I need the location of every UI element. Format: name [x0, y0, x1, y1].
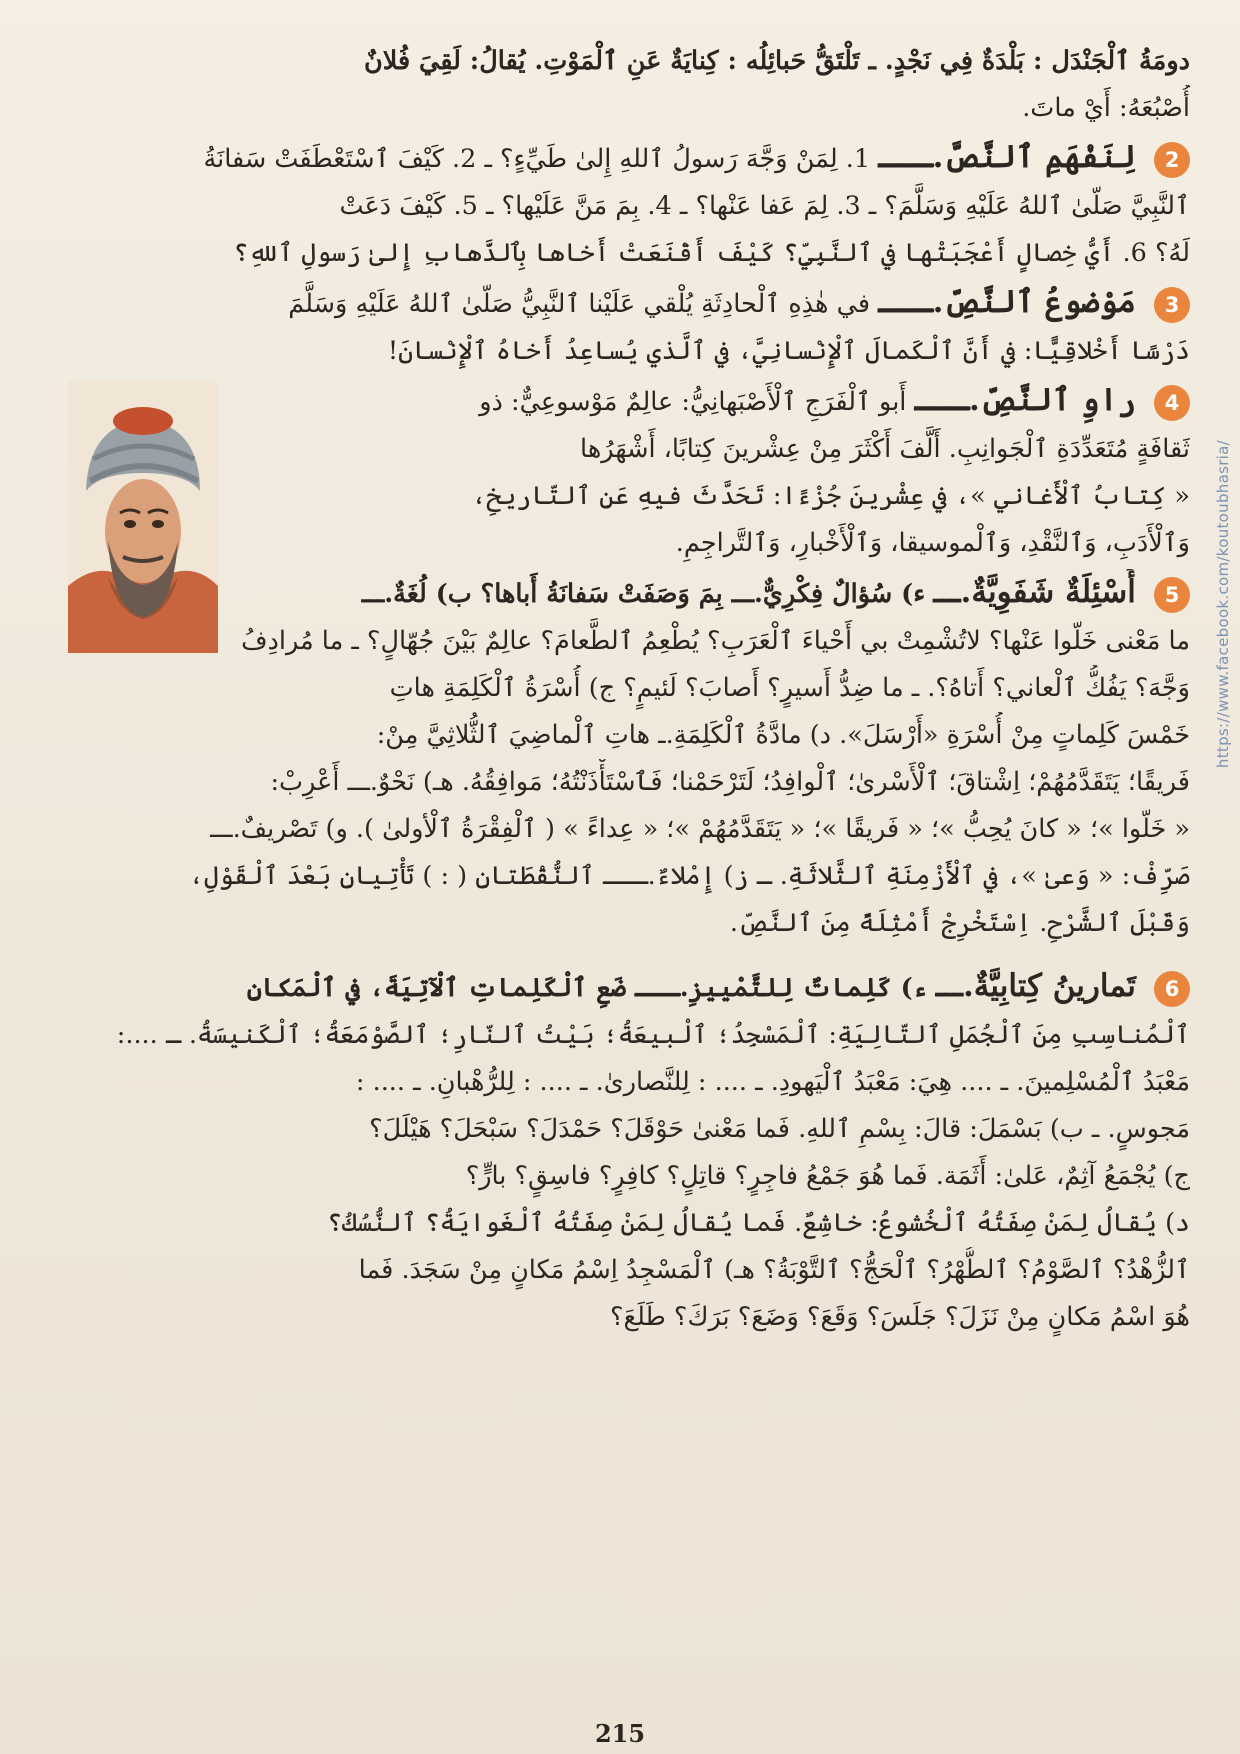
section-text: د) يُقالُ لِمَنْ صِفَتُهُ ٱلْخُشوعُ: خاشِعٌ. فَما يُقالُ لِمَنْ صِفَتُهُ ٱلْغَوايَةُ؟ ٱلنُّسُكُ؟ — [327, 1208, 1190, 1238]
section-number-badge: 4 — [1154, 385, 1190, 421]
section-text: ج) يُجْمَعُ آثِمٌ، عَلىٰ: أَثَمَة. فَما هُوَ جَمْعُ فاجِرٍ؟ قاتِلٍ؟ كافِرٍ؟ فاسِقٍ؟ بارٍّ؟ — [465, 1161, 1190, 1191]
section-text: ما مَعْنى خَلّوا عَنْها؟ لاتُشْمِتْ بي أَحْياءَ ٱلْعَرَبِ؟ يُطْعِمُ ٱلطَّعامَ؟ عالِمٌ بَيْنَ جُهّالٍ؟ ـ ما مُرادِفُ — [241, 626, 1190, 656]
page-number: 215 — [594, 1719, 646, 1748]
section-text: « خَلّوا »؛ « كانَ يُحِبُّ »؛ « فَريقًا »؛ « يَتَقَدَّمُهُمْ »؛ « عِداءً » ( ٱلْفِقْرَةُ ٱلْأولىٰ ). و) تَصْريفٌ.ـــ — [210, 814, 1190, 844]
section-text: خَمْسَ كَلِماتٍ مِنْ أُسْرَةِ «أَرْسَلَ». د) مادَّةُ ٱلْكَلِمَةِ.ـ هاتِ ٱلْماضِيَ ٱلثُّلاثِيَّ مِنْ: — [376, 720, 1190, 750]
section-text: ٱلزُّهْدُ؟ ٱلصَّوْمُ؟ ٱلطُّهْرُ؟ ٱلْحَجُّ؟ ٱلتَّوْبَةُ؟ هـ) ٱلْمَسْجِدُ اِسْمُ مَكانٍ مِنْ سَجَدَ. فَما — [358, 1255, 1190, 1285]
section-text: أَبو ٱلْفَرَجِ ٱلْأَصْبَهانِيُّ: عالِمٌ مَوْسوعِيٌّ: ذو — [479, 387, 907, 417]
section-understand-text — [60, 134, 1190, 277]
glossary-line-2: أُصْبُعَهُ: أَيْ ماتَ. — [1022, 93, 1190, 123]
section-text: ٱلْمُناسِبِ مِنَ ٱلْجُمَلِ ٱلتّالِيَةِ: ٱلْمَسْجِدُ؛ ٱلْبيعَةُ؛ بَيْتُ ٱلنّارِ؛ ٱلصَّوْمَعَةُ؛ ٱلْكَنيسَةُ. ـ ....: — [116, 1020, 1190, 1050]
section-heading: لِنَفْهَمِ ٱلنَّصَّ.ـــ — [878, 139, 1136, 175]
section-text: ٱلنَّبِيَّ صَلّىٰ ٱللهُ عَلَيْهِ وَسَلَّمَ؟ ـ 3. لِمَ عَفا عَنْها؟ ـ 4. بِمَ مَنَّ عَلَيْها؟ ـ 5. كَيْفَ دَعَتْ — [339, 191, 1190, 221]
section-text: هُوَ اسْمُ مَكانٍ مِنْ نَزَلَ؟ جَلَسَ؟ وَقَعَ؟ وَضَعَ؟ بَرَكَ؟ طَلَعَ؟ — [609, 1302, 1190, 1332]
section-text: دَرْسًا أَخْلاقِيًّا: في أَنَّ ٱلْكَمالَ ٱلْإِنْسانِيَّ، في ٱلَّذي يُساعِدُ أَخاهُ ٱلْإِنْسانَ! — [387, 336, 1190, 366]
section-text-narrator — [60, 377, 1190, 567]
section-text: ء) كَلِماتٌ لِلتَّمْييزِ.ـــ ضَعِ ٱلْكَلِماتِ ٱلْآتِيَةَ، في ٱلْمَكانِ — [246, 973, 928, 1003]
section-text-topic — [60, 279, 1190, 375]
section-text: 1. لِمَنْ وَجَّهَ رَسولُ ٱللهِ إِلىٰ طَيِّءٍ؟ ـ 2. كَيْفَ ٱسْتَعْطَفَتْ سَفانَةُ — [203, 144, 871, 174]
section-text: « كِتابُ ٱلْأَغاني »، في عِشْرينَ جُزْءًا: تَحَدَّثَ فيهِ عَنِ ٱلتّاريخِ، — [471, 481, 1190, 511]
section-heading: راوِ ٱلنَّصِّ.ـــ — [914, 382, 1136, 418]
section-written-exercises — [60, 963, 1190, 1341]
section-heading: تَمارينُ كِتابِيَّةٌ.ـــ — [935, 968, 1136, 1004]
section-heading: أَسْئِلَةٌ شَفَوِيَّةٌ.ـــ — [933, 574, 1136, 610]
section-heading: مَوْضوعُ ٱلنَّصِّ.ـــ — [878, 284, 1136, 320]
narrator-portrait-image — [68, 381, 218, 653]
section-number-badge: 3 — [1154, 287, 1190, 323]
section-text: وَقَبْلَ ٱلشَّرْحِ. اِسْتَخْرِجْ أَمْثِلَةً مِنَ ٱلنَّصِّ. — [729, 908, 1190, 938]
section-text: لَهُ؟ 6. أَيُّ خِصالٍ أَعْجَبَتْها في ٱلنَّبِيِّ؟ كَيْفَ أَقْنَعَتْ أَخاها بِٱلذَّهابِ إِلىٰ رَسولِ ٱللهِ؟ — [233, 238, 1190, 268]
watermark-url: https://www.facebook.com/koutoubhasria/ — [1214, 440, 1232, 769]
section-text: فَريقًا؛ يَتَقَدَّمُهُمْ؛ اِشْتاقَ؛ ٱلْأَسْرىٰ؛ ٱلْوافِدُ؛ لَتَرْحَمْنا؛ فَٱسْتَأْذَنْتُهُ؛ مَوافِقُهُ. هـ) نَحْوٌ.ـــ أَعْرِبْ: — [270, 767, 1190, 797]
section-text: مَجوسٍ. ـ ب) بَسْمَلَ: قالَ: بِسْمِ ٱللهِ. فَما مَعْنىٰ حَوْقَلَ؟ حَمْدَلَ؟ سَبْحَلَ؟ هَيْلَلَ؟ — [369, 1114, 1190, 1144]
section-text: مَعْبَدُ ٱلْمُسْلِمينَ. ـ .... هِيَ: مَعْبَدُ ٱلْيَهودِ. ـ .... : لِلنَّصارىٰ. ـ .... : لِلرُّهْبانِ. ـ .... : — [355, 1067, 1190, 1097]
glossary-line-1: دومَةُ ٱلْجَنْدَل : بَلْدَةٌ فِي نَجْدٍ. ـ تَلْتَقُّ حَبائِلُه : كِنايَةٌ عَنِ ٱلْمَوْتِ. يُقالُ: لَقِيَ فُلانٌ — [364, 46, 1190, 76]
section-oral-questions — [60, 569, 1190, 947]
section-text: في هٰذِهِ ٱلْحادِثَةِ يُلْقي عَلَيْنا ٱلنَّبِيُّ صَلّىٰ ٱللهُ عَلَيْهِ وَسَلَّمَ — [288, 289, 871, 319]
section-text: وَجَّهَ؟ يَفُكُّ ٱلْعاني؟ أَتاهُ؟. ـ ما ضِدُّ أَسيرٍ؟ أَصابَ؟ لَئيمٍ؟ ج) أُسْرَةُ ٱلْكَلِمَةِ هاتِ — [389, 673, 1190, 703]
section-number-badge: 2 — [1154, 142, 1190, 178]
section-number-badge: 6 — [1154, 971, 1190, 1007]
section-text: ء) سُؤالٌ فِكْرِيٌّ.ـــ بِمَ وَصَفَتْ سَفانَةُ أَباها؟ ب) لُغَةٌ.ـــ — [361, 579, 926, 609]
section-number-badge: 5 — [1154, 577, 1190, 613]
section-text: صَرِّفْ: « وَعىٰ »، في ٱلْأَزْمِنَةِ ٱلثَّلاثَةِ. ـ ز) إِمْلاءٌ.ـــ ٱلنُّقْطَتانِ ( : ) تَأْتِيانِ بَعْدَ ٱلْقَوْلِ، — [188, 861, 1190, 891]
section-text: وَٱلْأَدَبِ، وَٱلنَّقْدِ، وَٱلْموسيقا، وَٱلْأَخْبارِ، وَٱلتَّراجِمِ. — [675, 528, 1190, 558]
glossary — [60, 38, 1190, 132]
section-text: ثَقافَةٍ مُتَعَدِّدَةِ ٱلْجَوانِبِ. أَلَّفَ أَكْثَرَ مِنْ عِشْرينَ كِتابًا، أَشْهَرُها — [580, 434, 1190, 464]
